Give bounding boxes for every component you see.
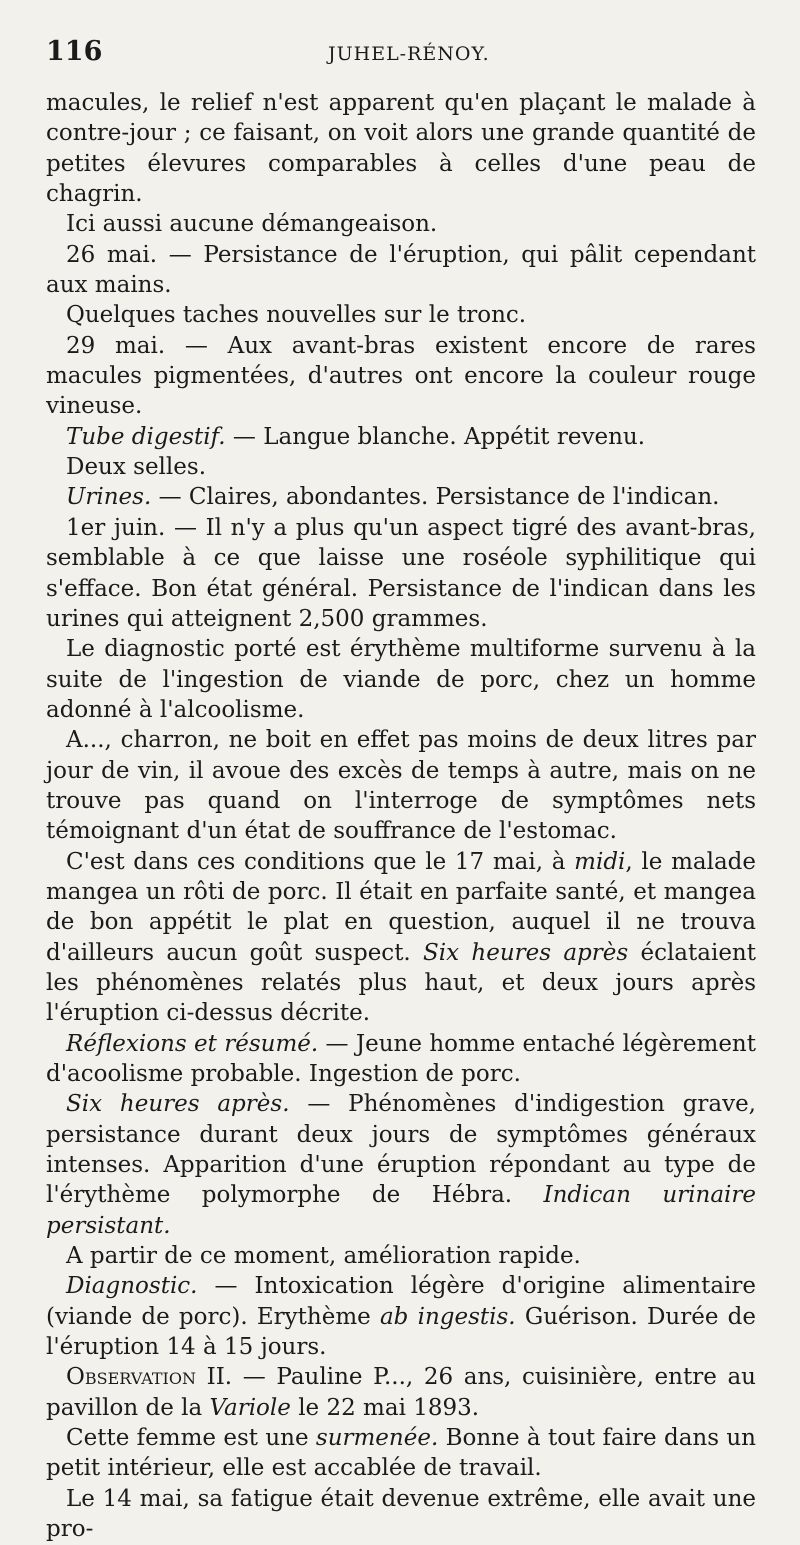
paragraph-text: Deux selles. [66, 454, 206, 481]
paragraph [46, 452, 756, 482]
paragraph [46, 847, 756, 1029]
paragraph-text: — Phénomènes d'indigestion grave, persistance durant deux jours de symptômes généraux intenses. Apparition d'une éruption répondant au type de l'érythème polymorphe de Hébra. [46, 1091, 756, 1209]
paragraph-text: Le diagnostic porté est érythème multiforme survenu à la suite de l'ingestion de viande de porc, chez un homme adonné à l'alcoolisme. [46, 636, 756, 723]
paragraph-text: 1er juin. — Il n'y a plus qu'un aspect tigré des avant-bras, semblable à ce que laisse une roséole syphilitique qui s'efface. Bon état général. Persistance de l'indican dans les urines qui atteignent 2,500 grammes. [46, 514, 756, 632]
paragraph-text: Le 14 mai, sa fatigue était devenue extrême, elle avait une pro- [46, 1485, 756, 1543]
emphasis-text: ab ingestis. [379, 1303, 516, 1330]
emphasis-text: Variole [209, 1394, 291, 1421]
emphasis-text: Six heures après [423, 939, 629, 966]
paragraph [46, 1362, 756, 1423]
emphasis-text: midi [574, 848, 626, 875]
paragraph [46, 240, 756, 301]
body-text [46, 88, 756, 1545]
paragraph [46, 209, 756, 239]
paragraph-text: — Intoxication légère d'origine alimentaire (viande de porc). Erythème [46, 1273, 756, 1330]
page-number: 116 [46, 36, 103, 67]
paragraph-text: — Pauline P..., 26 ans, cuisinière, entre au pavillon de la [46, 1364, 756, 1421]
paragraph-lead: Réflexions et résumé. [66, 1030, 319, 1057]
paragraph-text: le 22 mai 1893. [290, 1394, 480, 1421]
paragraph [46, 482, 756, 512]
paragraph [46, 1029, 756, 1090]
paragraph-text: macules, le relief n'est apparent qu'en plaçant le malade à contre-jour ; ce faisant, on voit alors une grande quantité de petites élevures comparables à celles d'une peau de chagrin. [46, 90, 756, 208]
paragraph-text: — Langue blanche. Appétit revenu. [225, 423, 646, 450]
paragraph [46, 725, 756, 846]
emphasis-text: Diagnostic. [66, 1273, 198, 1300]
paragraph-text: — Claires, abondantes. Persistance de l'indican. [151, 484, 720, 511]
running-head [46, 36, 756, 78]
paragraph-text: Ici aussi aucune démangeaison. [66, 211, 438, 238]
paragraph-text: Observation II. [66, 1364, 233, 1391]
paragraph-lead: Urines. [66, 484, 152, 511]
paragraph-lead: Tube digestif. [66, 423, 226, 450]
paragraph-text: — Jeune homme entaché légèrement d'acoolisme probable. Ingestion de porc. [46, 1030, 756, 1087]
running-title: JUHEL-RÉNOY. [328, 43, 490, 65]
paragraph-text: A partir de ce moment, amélioration rapide. [66, 1243, 581, 1270]
paragraph [46, 1241, 756, 1271]
paragraph-text: Guérison. Durée de l'éruption 14 à 15 jours. [46, 1303, 756, 1361]
paragraph [46, 1484, 756, 1545]
emphasis-text: surmenée. [315, 1425, 439, 1452]
paragraph [46, 1089, 756, 1241]
paragraph [46, 634, 756, 725]
paragraph [46, 88, 756, 209]
paragraph [46, 331, 756, 422]
emphasis-text: Six heures après. [66, 1091, 290, 1118]
paragraph [46, 300, 756, 330]
paragraph [46, 1271, 756, 1362]
paragraph [46, 513, 756, 634]
paragraph-text: 26 mai. — Persistance de l'éruption, qui pâlit cependant aux mains. [46, 241, 756, 299]
paragraph-text: , le malade mangea un rôti de porc. Il était en parfaite santé, et mangea de bon appétit le plat en question, auquel il ne trouva d'ailleurs aucun goût suspect. [46, 848, 756, 966]
paragraph [46, 422, 756, 452]
paragraph [46, 1423, 756, 1484]
paragraph-text: C'est dans ces conditions que le 17 mai, à [66, 848, 575, 875]
paragraph-text: Bonne à tout faire dans un petit intérieur, elle est accablée de travail. [46, 1425, 756, 1482]
emphasis-text: Indican urinaire persistant. [46, 1182, 756, 1239]
paragraph-text: Cette femme est une [66, 1425, 316, 1452]
paragraph-text: 29 mai. — Aux avant-bras existent encore de rares macules pigmentées, d'autres ont encore la couleur rouge vineuse. [46, 332, 756, 420]
paragraph-text: éclataient les phénomènes relatés plus haut, et deux jours après l'éruption ci-dessus décrite. [46, 939, 756, 1027]
paragraph-text: Quelques taches nouvelles sur le tronc. [66, 302, 527, 329]
paragraph-text: A..., charron, ne boit en effet pas moins de deux litres par jour de vin, il avoue des excès de temps à autre, mais on ne trouve pas quand on l'interroge de symptômes nets témoignant d'un état de souffrance de l'estomac. [46, 727, 756, 845]
